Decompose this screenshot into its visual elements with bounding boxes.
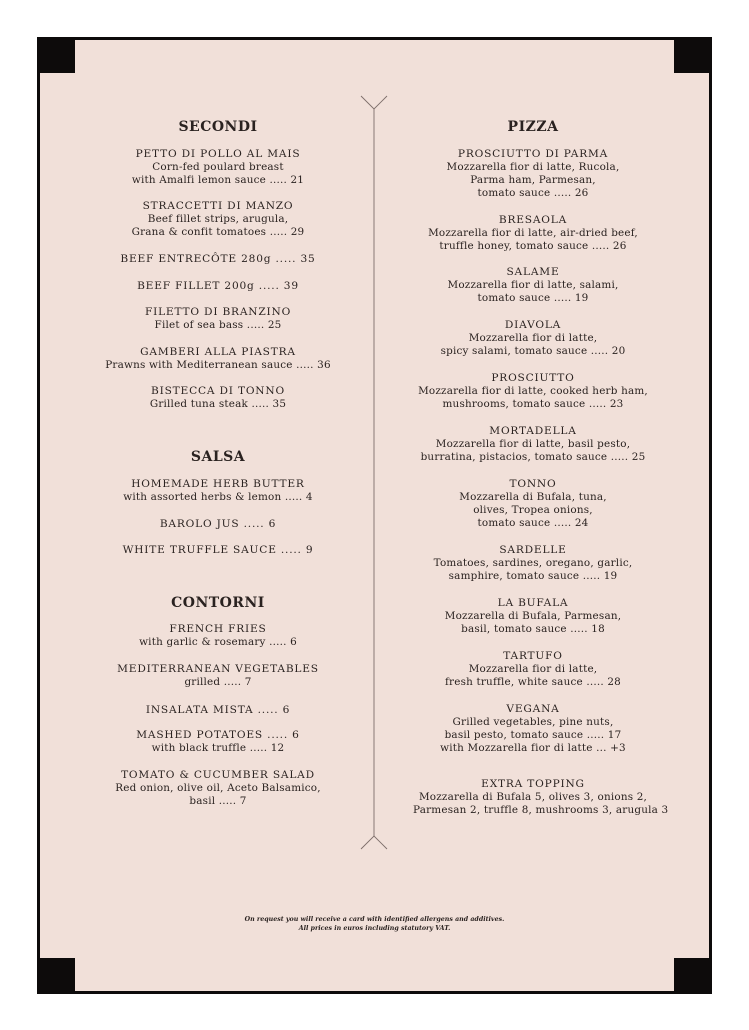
menu-item-description: Mozzarella fior di latte, salami, [447,279,619,291]
menu-item [102,253,334,266]
menu-item [102,704,334,717]
menu-item-description: tomato sauce ..... 24 [477,517,589,529]
menu-item-description: tomato sauce ..... 19 [477,292,589,304]
menu-item [413,148,653,200]
menu-item-name: GAMBERI ALLA PIASTRA [140,346,296,358]
menu-item-name: MEDITERRANEAN VEGETABLES [117,663,319,675]
menu-item-description: samphire, tomato sauce ..... 19 [448,570,618,582]
menu-item-description: olives, Tropea onions, [473,504,593,516]
section-title-salsa: SALSA [190,449,246,465]
section-title-pizza: PIZZA [507,119,559,135]
menu-item-name: TOMATO & CUCUMBER SALAD [121,769,315,781]
menu-item-name: BRESAOLA [498,214,568,226]
menu-item-name: BISTECCA DI TONNO [151,385,285,397]
menu-item-description: Filet of sea bass ..... 25 [154,319,282,331]
menu-item-name: LA BUFALA [497,597,569,609]
menu-item [413,214,653,253]
menu-item-description: with Mozzarella fior di latte ... +3 [440,742,626,754]
menu-item-name: BAROLO JUS ..... 6 [159,518,277,530]
menu-item [102,729,334,755]
menu-item [102,385,334,411]
menu-item-description: grilled ..... 7 [184,676,252,688]
menu-item-name: STRACCETTI DI MANZO [142,200,294,212]
menu-item-name: BEEF FILLET 200g ..... 39 [137,280,299,292]
menu-item-name: INSALATA MISTA ..... 6 [145,704,291,716]
menu-item-description: Grilled vegetables, pine nuts, [452,716,614,728]
menu-item [413,478,653,530]
menu-item-description: basil, tomato sauce ..... 18 [461,623,605,635]
menu-item-description: Mozzarella fior di latte, air-dried beef, [428,227,638,239]
menu-item-name: PETTO DI POLLO AL MAIS [135,148,301,160]
menu-item-description: basil pesto, tomato sauce ..... 17 [444,729,622,741]
menu-item-description: with black truffle ..... 12 [151,742,285,754]
menu-item-description: burratina, pistacios, tomato sauce ..... 25 [420,451,646,463]
menu-item-name: BEEF ENTRECÔTE 280g ..... 35 [120,253,316,265]
menu-item-name: MASHED POTATOES ..... 6 [136,729,300,741]
footer-note [0,915,749,933]
menu-item-description: with Amalfi lemon sauce ..... 21 [131,174,305,186]
menu-item-name: TARTUFO [503,650,563,662]
menu-item [413,703,653,755]
menu-item-name: MORTADELLA [489,425,577,437]
footer-allergens-note: On request you will receive a card with identified allergens and additives. [244,916,505,923]
menu-item [413,319,653,358]
menu-item-description: Grana & confit tomatoes ..... 29 [131,226,305,238]
menu-item-description: Mozzarella di Bufala 5, olives 3, onions 2, [418,791,648,803]
menu-item-name: PROSCIUTTO DI PARMA [457,148,609,160]
menu-item-description: with garlic & rosemary ..... 6 [139,636,297,648]
menu-item [102,544,334,557]
menu-item-description: tomato sauce ..... 26 [477,187,589,199]
menu-item-name: SARDELLE [499,544,567,556]
menu-item-description: Beef fillet strips, arugula, [147,213,289,225]
menu-item-description: Grilled tuna steak ..... 35 [149,398,287,410]
menu-item-description: Tomatoes, sardines, oregano, garlic, [433,557,633,569]
menu-item-name: HOMEMADE HERB BUTTER [131,478,305,490]
menu-item-description: basil ..... 7 [189,795,247,807]
column-divider [360,95,388,850]
section-title-contorni: CONTORNI [171,595,265,611]
menu-item [102,663,334,689]
menu-item [102,148,334,187]
menu-item-name: SALAME [506,266,560,278]
menu-item [102,478,334,504]
menu-item-description: fresh truffle, white sauce ..... 28 [445,676,621,688]
menu-item-description: Red onion, olive oil, Aceto Balsamico, [115,782,321,794]
menu-item-name: VEGANA [506,703,560,715]
menu-item [413,372,653,411]
menu-item-description: Mozzarella fior di latte, [468,663,598,675]
menu-item [102,306,334,332]
footer-vat-note: All prices in euros including statutory VAT. [298,925,451,932]
menu-item-description: Parmesan 2, truffle 8, mushrooms 3, arugula 3 [413,804,669,816]
menu-item [413,597,653,636]
menu-item-description: Mozzarella di Bufala, Parmesan, [444,610,622,622]
menu-item-description: truffle honey, tomato sauce ..... 26 [439,240,627,252]
menu-item-description: Mozzarella fior di latte, [468,332,598,344]
menu-item-description: with assorted herbs & lemon ..... 4 [123,491,313,503]
menu-item [102,769,334,808]
menu-item-description: spicy salami, tomato sauce ..... 20 [440,345,626,357]
menu-item [102,518,334,531]
menu-item-description: Mozzarella di Bufala, tuna, [459,491,607,503]
menu-item-name: DIAVOLA [504,319,562,331]
menu-item-description: Mozzarella fior di latte, Rucola, [446,161,620,173]
menu-item-name: PROSCIUTTO [491,372,575,384]
menu-item-description: Mozzarella fior di latte, basil pesto, [435,438,631,450]
menu-item-description: Corn-fed poulard breast [152,161,284,173]
menu-item-name: TONNO [509,478,557,490]
menu-item [102,623,334,649]
menu-item-name: EXTRA TOPPING [481,778,585,790]
menu-item-name: FRENCH FRIES [169,623,267,635]
menu-item-name: FILETTO DI BRANZINO [144,306,292,318]
menu-item [413,544,653,583]
menu-item-description: Mozzarella fior di latte, cooked herb ham, [418,385,648,397]
menu-item [413,266,653,305]
menu-item-description: Prawns with Mediterranean sauce ..... 36 [105,359,331,371]
menu-item [102,280,334,293]
section-title-secondi: SECONDI [178,119,258,135]
menu-item-description: mushrooms, tomato sauce ..... 23 [442,398,624,410]
menu-item [413,425,653,464]
menu-item-description: Parma ham, Parmesan, [470,174,596,186]
menu-item [102,346,334,372]
menu-item [413,650,653,689]
menu-item [413,778,669,817]
menu-item-name: WHITE TRUFFLE SAUCE ..... 9 [122,544,314,556]
menu-item [102,200,334,239]
